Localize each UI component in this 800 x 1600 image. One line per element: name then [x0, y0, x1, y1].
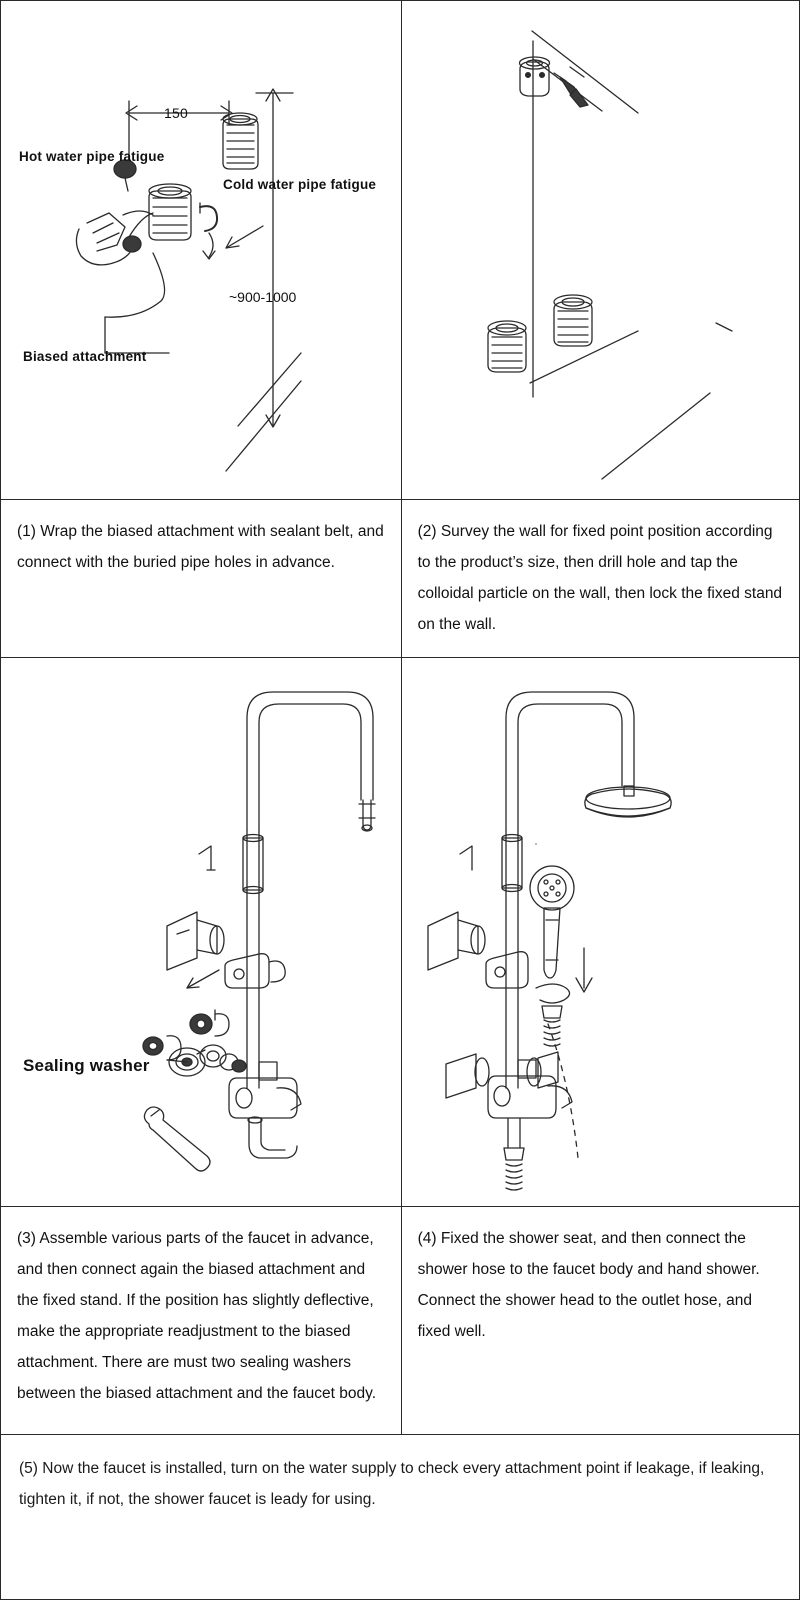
figure-step-1-drawing [1, 1, 402, 499]
caption-row-2 [1, 1206, 799, 1434]
figure-step-2-drawing [402, 1, 798, 499]
caption-step-5: (5) Now the faucet is installed, turn on the water supply to check every attachment point if leakage, if leaking, tighten it, if not, the shower faucet is leady for using. [1, 1434, 799, 1524]
caption-step-4: (4) Fixed the shower seat, and then connect the shower hose to the faucet body and hand shower. Connect the shower head to the outlet hose, and fixed well. [402, 1206, 799, 1434]
label-sealing-washer: Sealing washer [23, 1056, 150, 1075]
label-hot-water-pipe: Hot water pipe fatigue [19, 149, 165, 164]
caption-step-1: (1) Wrap the biased attachment with sealant belt, and connect with the buried pipe holes in advance. [1, 499, 402, 657]
figure-row-2 [1, 657, 799, 1206]
figure-row-1 [1, 1, 799, 499]
caption-row-1 [1, 499, 799, 657]
figure-step-4 [402, 658, 799, 1206]
figure-step-4-drawing [402, 658, 798, 1206]
figure-step-2 [402, 1, 799, 499]
label-cold-water-pipe: Cold water pipe fatigue [223, 177, 377, 192]
figure-step-3-drawing [1, 658, 402, 1206]
figure-step-3 [1, 658, 402, 1206]
caption-step-2: (2) Survey the wall for fixed point position according to the product’s size, then drill hole and tap the colloidal particle on the wall, then lock the fixed stand on the wall. [402, 499, 799, 657]
label-dimension-150: 150 [164, 105, 188, 121]
caption-step-3: (3) Assemble various parts of the faucet in advance, and then connect again the biased attachment and the fixed stand. If the position has slightly deflective, make the appropriate readjustment to the biased attachment. There are must two sealing washers between the biased attachment and the faucet body. [1, 1206, 402, 1434]
figure-step-1 [1, 1, 402, 499]
label-height-range: ~900-1000 [229, 289, 297, 305]
label-biased-attachment: Biased attachment [23, 349, 147, 364]
